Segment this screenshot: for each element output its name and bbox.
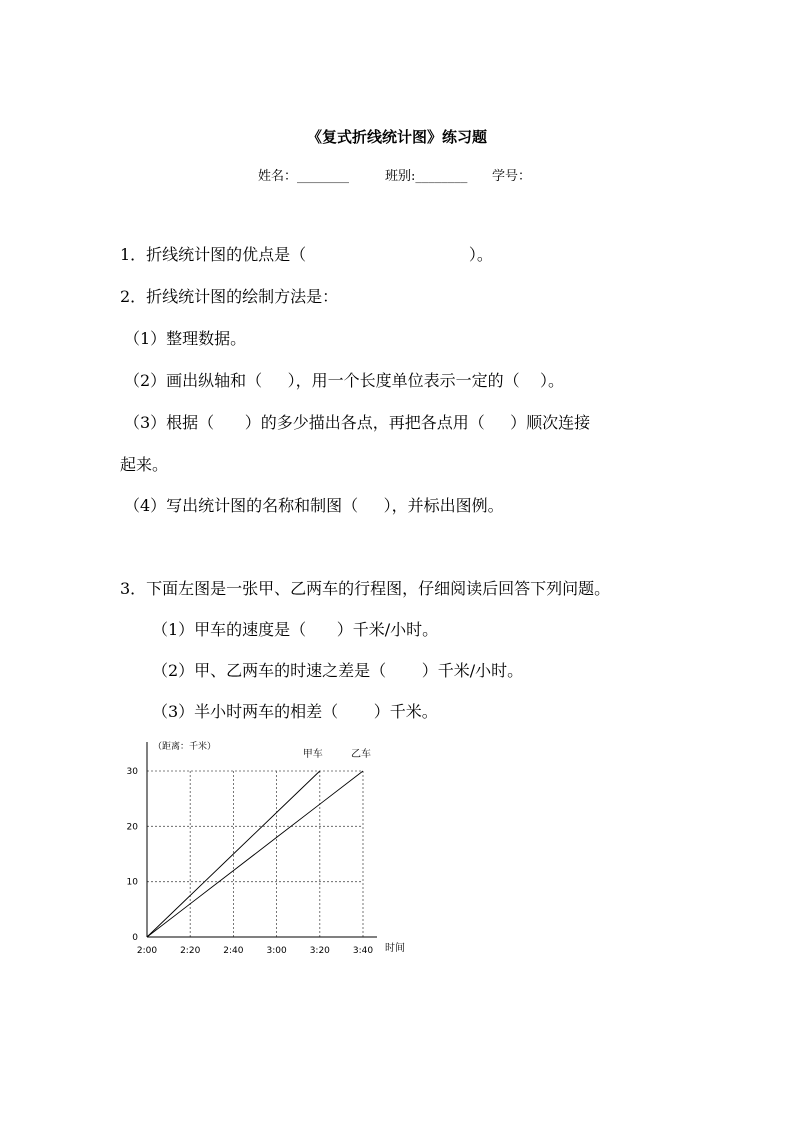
- question-2-step-2: （2）画出纵轴和（ ），用一个长度单位表示一定的（ ）。: [124, 371, 564, 390]
- y-tick-label: 30: [126, 767, 138, 777]
- series-label-1: 甲车: [302, 749, 323, 760]
- series-label-2: 乙车: [351, 749, 371, 760]
- question-3-part-2: （2）甲、乙两车的时速之差是（ ）千米/小时。: [152, 661, 524, 680]
- x-axis-label: 时间: [385, 943, 405, 954]
- question-2: 2．折线统计图的绘制方法是：: [120, 287, 339, 306]
- question-2-step-4: （4）写出统计图的名称和制图（ ），并标出图例。: [124, 496, 504, 515]
- question-3: 3．下面左图是一张甲、乙两车的行程图，仔细阅读后回答下列问题。: [120, 579, 611, 598]
- class-field-label: 班别:________: [385, 169, 468, 184]
- question-2-step-1: （1）整理数据。: [124, 329, 247, 348]
- question-3-part-1: （1）甲车的速度是（ ）千米/小时。: [152, 620, 439, 639]
- y-tick-label: 20: [126, 822, 138, 833]
- y-tick-label: 10: [126, 877, 138, 888]
- y-tick-label: 0: [132, 933, 138, 943]
- question-2-step-3-cont: 起来。: [120, 455, 169, 474]
- student-id-label: 学号：: [492, 169, 532, 184]
- x-tick-label: 2:00: [136, 946, 158, 956]
- question-2-step-3: （3）根据（ ）的多少描出各点，再把各点用（ ）顺次连接: [124, 413, 591, 432]
- x-tick-label: 2:20: [180, 946, 201, 956]
- name-field-label: 姓名：________: [258, 169, 350, 184]
- x-tick-label: 3:00: [266, 946, 287, 956]
- x-tick-label: 2:40: [223, 946, 244, 956]
- travel-line-chart: [120, 728, 420, 968]
- question-3-part-3: （3）半小时两车的相差（ ）千米。: [152, 702, 438, 721]
- x-tick-label: 3:20: [309, 946, 330, 956]
- page-title: 《复式折线统计图》练习题: [306, 128, 487, 146]
- x-tick-label: 3:40: [352, 946, 374, 956]
- series-line-2: [147, 771, 363, 937]
- question-1: 1．折线统计图的优点是（ ）。: [120, 245, 493, 264]
- y-axis-label: （距离：千米）: [153, 742, 217, 752]
